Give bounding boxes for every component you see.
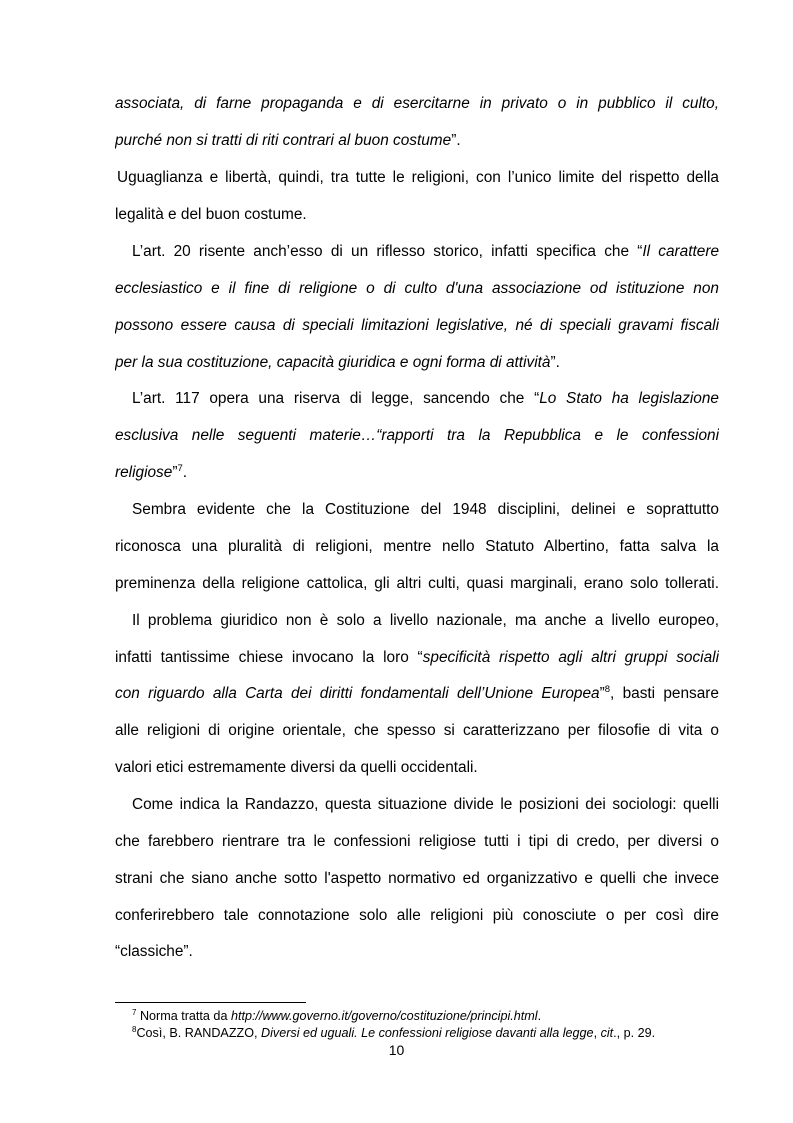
footnote-number: 7 <box>132 1007 137 1017</box>
body-line: strani che siano anche sotto l'aspetto normativo ed organizzativo e quelli che invece <box>115 870 719 887</box>
body-line: Sembra evidente che la Costituzione del 1948 disciplini, delinei e soprattutto <box>132 501 719 518</box>
quote-text: religiose <box>115 464 173 481</box>
text-span: . <box>182 464 188 481</box>
body-line <box>115 463 719 483</box>
body-line: possono essere causa di speciali limitazioni legislative, né di speciali gravami fiscali <box>115 317 719 334</box>
body-line <box>115 131 719 151</box>
body-line: riconosca una pluralità di religioni, mentre nello Statuto Albertino, fatta salva la <box>115 538 719 555</box>
footnote-text: . <box>537 1009 542 1023</box>
quote-text: purché non si tratti di riti contrari al buon costume <box>115 132 452 149</box>
text-span: ” <box>599 685 605 702</box>
quote-text: per la sua costituzione, capacità giuridica e ogni forma di attività <box>115 354 551 371</box>
body-line: che farebbero rientrare tra le confessioni religiose tutti i tipi di credo, per diversi o <box>115 833 719 850</box>
body-line: Uguaglianza e libertà, quindi, tra tutte le religioni, con l’unico limite del rispetto della <box>117 169 719 186</box>
footnote-text: ., p. 29. <box>613 1026 656 1040</box>
body-line <box>115 353 719 373</box>
footnote-ref-7[interactable]: 7 <box>177 463 183 474</box>
quote-text: Lo Stato ha legislazione <box>539 390 719 407</box>
footnote-ref-8[interactable]: 8 <box>604 684 611 695</box>
body-line: preminenza della religione cattolica, gli altri culti, quasi marginali, erano solo tollerati. <box>115 575 719 592</box>
footnote-text: , <box>593 1026 601 1040</box>
body-line: Come indica la Randazzo, questa situazione divide le posizioni dei sociologi: quelli <box>132 796 719 813</box>
text-span: L’art. 20 risente anch’esso di un riflesso storico, infatti specifica che “ <box>132 243 643 260</box>
footnote-8 <box>132 1025 655 1041</box>
body-line <box>115 684 719 704</box>
body-line: valori etici estremamente diversi da quelli occidentali. <box>115 759 478 776</box>
body-line: legalità e del buon costume. <box>115 206 307 223</box>
footnote-7 <box>132 1008 541 1024</box>
footnote-text: Così, B. RANDAZZO, <box>136 1026 262 1040</box>
body-line: alle religioni di origine orientale, che spesso si caratterizzano per filosofie di vita o <box>115 722 719 739</box>
text-span: L’art. 117 opera una riserva di legge, sancendo che “ <box>132 390 540 407</box>
footnote-text: Norma tratta da <box>136 1009 231 1023</box>
body-line <box>132 242 719 262</box>
footnote-cit: cit <box>600 1026 614 1040</box>
body-line: conferirebbero tale connotazione solo alle religioni più conosciute o per così dire <box>115 907 719 924</box>
text-span: infatti tantissime chiese invocano la loro “ <box>115 649 423 666</box>
body-line: associata, di farne propaganda e di esercitarne in privato o in pubblico il culto, <box>115 95 719 112</box>
body-line: esclusiva nelle seguenti materie…“rapporti tra la Repubblica e le confessioni <box>115 427 719 444</box>
footnote-book-title: Diversi ed uguali. Le confessioni religiose davanti alla legge <box>261 1026 594 1040</box>
quote-text: con riguardo alla Carta dei diritti fondamentali dell’Unione Europea <box>115 685 600 702</box>
text-span: , basti pensare <box>610 685 719 702</box>
text-span: ”. <box>451 132 461 149</box>
body-line <box>132 389 719 409</box>
body-line: Il problema giuridico non è solo a livello nazionale, ma anche a livello europeo, <box>132 612 719 629</box>
quote-text: specificità rispetto agli altri gruppi sociali <box>422 649 719 666</box>
page-number: 10 <box>388 1042 405 1058</box>
footnote-number: 8 <box>132 1024 137 1034</box>
body-line <box>115 648 719 668</box>
body-line: ecclesiastico e il fine di religione o di culto d'una associazione od istituzione non <box>115 280 719 297</box>
text-span: ” <box>172 464 178 481</box>
body-line: “classiche”. <box>115 943 193 960</box>
footnote-separator <box>115 1002 306 1003</box>
footnote-url[interactable]: http://www.governo.it/governo/costituzione/principi.html <box>230 1009 538 1023</box>
text-span: ”. <box>550 354 560 371</box>
quote-text: Il carattere <box>642 243 719 260</box>
